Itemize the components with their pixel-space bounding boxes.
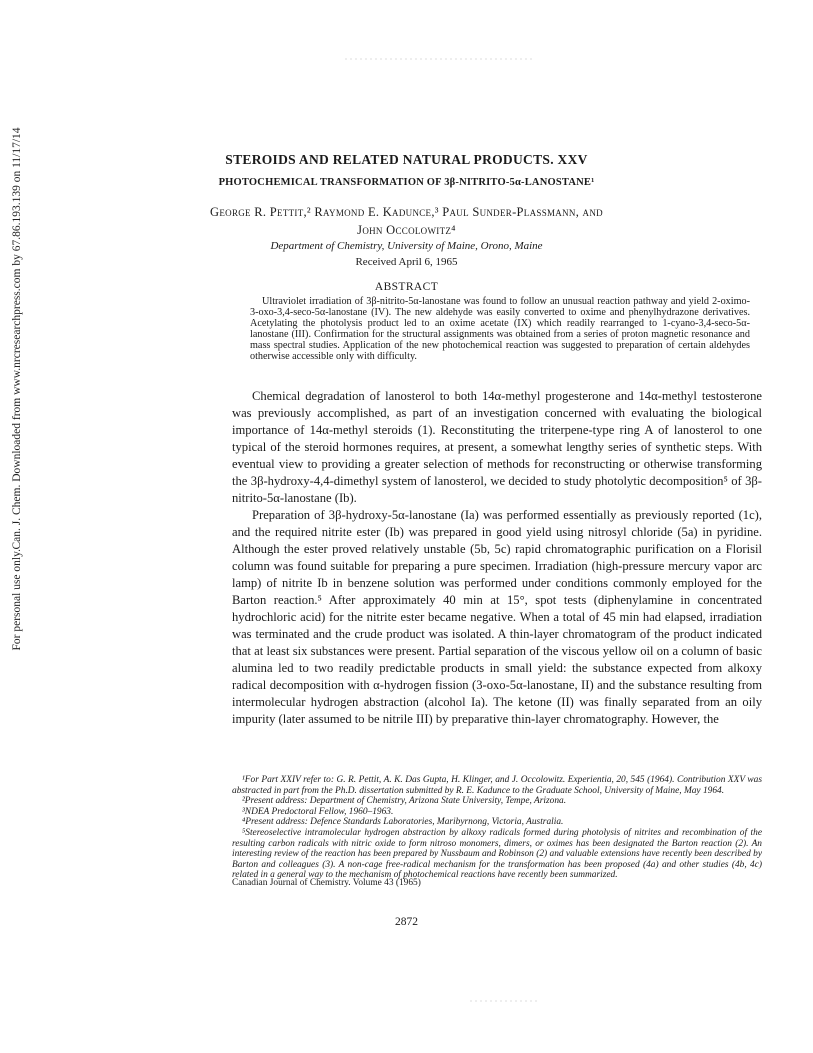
author-list-line-2: John Occolowitz⁴ bbox=[357, 223, 456, 237]
author-list-line-1: George R. Pettit,² Raymond E. Kadunce,³ Paul Sunder-Plassmann, and bbox=[210, 205, 603, 219]
footnote: ¹For Part XXIV refer to: G. R. Pettit, A. K. Das Gupta, H. Klinger, and J. Occolowitz. Experientia, 20, 545 (1964). Contribution XXV was abstracted in part from the Ph.D. dissertation submitted by R. E. Kadunce to the Graduate School, University of Maine, May 1964. bbox=[232, 775, 762, 796]
scan-artifact-top bbox=[345, 58, 535, 60]
footnote: ⁴Present address: Defence Standards Laboratories, Maribyrnong, Victoria, Australia. bbox=[242, 817, 564, 828]
abstract-heading: ABSTRACT bbox=[374, 281, 439, 293]
body-paragraph: Preparation of 3β-hydroxy-5α-lanostane (Ia) was performed essentially as previously reported (1c), and the required nitrite ester (Ib) was prepared in good yield using nitrosyl chloride (5a) in pyridine. Although the ester proved relatively unstable (5b, 5c) rapid chromatographic purification on a Florisil column was found suitable for preparing a pure specimen. Irradiation (high-pressure mercury vapor arc lamp) of nitrite Ib in benzene solution was performed under conditions commonly employed for the Barton reaction.⁵ After approximately 40 min at 15°, spot tests (diphenylamine in concentrated hydrochloric acid) for the nitrite ester became negative. When a total of 45 min had elapsed, irradiation was terminated and the crude product was isolated. A thin-layer chromatogram of the product indicated that at least six substances were present. Partial separation of the viscous yellow oil on a column of basic alumina led to two readily predictable products in small yield: the substance expected from alkoxy radical decomposition with α-hydrogen fission (3-oxo-5α-lanostane, II) and the substance resulting from intermolecular hydrogen abstraction (alcohol Ia). The ketone (II) was finally separated from an oily impurity (later assumed to be nitrile III) by preparative thin-layer chromatography. However, the bbox=[232, 508, 762, 726]
page-number: 2872 bbox=[395, 916, 418, 928]
footnotes bbox=[232, 775, 762, 881]
abstract-text: Ultraviolet irradiation of 3β-nitrito-5α-lanostane was found to follow an unusual reaction pathway and yield 2-oximo-3-oxo-3,4-seco-5α-lanostane (IV). The new aldehyde was easily converted to oxime and phenylhydrazone derivatives. Acetylating the photolysis product led to an oxime acetate (IX) which readily rearranged to 1-cyano-3,4-seco-5α-lanostane (III). Confirmation for the structural assignments was obtained from a series of proton magnetic resonance and mass spectral studies. Application of the new photochemical reaction was suggested to preparation of certain aldehydes otherwise accessible only with difficulty. bbox=[250, 296, 750, 362]
watermark-line-1: Can. J. Chem. Downloaded from www.nrcresearchpress.com by 67.86.193.139 on 11/17/14 bbox=[11, 126, 23, 549]
article-subtitle: PHOTOCHEMICAL TRANSFORMATION OF 3β-NITRITO-5α-LANOSTANE¹ bbox=[218, 177, 595, 188]
received-date: Received April 6, 1965 bbox=[355, 256, 458, 268]
body-paragraph: Chemical degradation of lanosterol to both 14α-methyl progesterone and 14α-methyl testosterone was previously accomplished, as part of an investigation concerned with evaluating the biological importance of 14α-methyl steroids (1). Reconstituting the triterpene-type ring A of lanosterol to one typical of the steroid hormones requires, at present, a somewhat lengthy series of synthetic steps. With eventual view to providing a greater selection of methods for reconstructing or otherwise transforming the 3β-hydroxy-4,4-dimethyl system of lanosterol, we decided to study photolytic decomposition⁵ of 3β-nitrito-5α-lanostane (Ib). bbox=[232, 389, 762, 505]
author-affiliation: Department of Chemistry, University of Maine, Orono, Maine bbox=[270, 240, 543, 252]
article-body bbox=[232, 388, 762, 728]
footnote: ⁵Stereoselective intramolecular hydrogen abstraction by alkoxy radicals formed during photolysis of nitrites and recombination of the resulting carbon radicals with nitric oxide to form nitroso monomers, dimers, or oximes has been designated the Barton reaction (2). An interesting review of the reaction has been prepared by Nussbaum and Robinson (2) and valuable extensions have recently been described by Barton and colleagues (3). A non-cage free-radical mechanism for the transformation has been proposed (4a) and other studies (4b, 4c) related in a general way to the mechanism of photochemical reactions have recently been summarized. bbox=[232, 827, 762, 881]
footnote: ²Present address: Department of Chemistry, Arizona State University, Tempe, Arizona. bbox=[242, 796, 567, 807]
journal-citation: Canadian Journal of Chemistry. Volume 43 (1965) bbox=[232, 878, 421, 888]
watermark-line-2: For personal use only. bbox=[11, 548, 23, 650]
article-title: STEROIDS AND RELATED NATURAL PRODUCTS. XXV bbox=[225, 152, 588, 167]
scan-artifact-bottom bbox=[470, 1000, 540, 1002]
footnote: ³NDEA Predoctoral Fellow, 1960–1963. bbox=[242, 806, 394, 817]
